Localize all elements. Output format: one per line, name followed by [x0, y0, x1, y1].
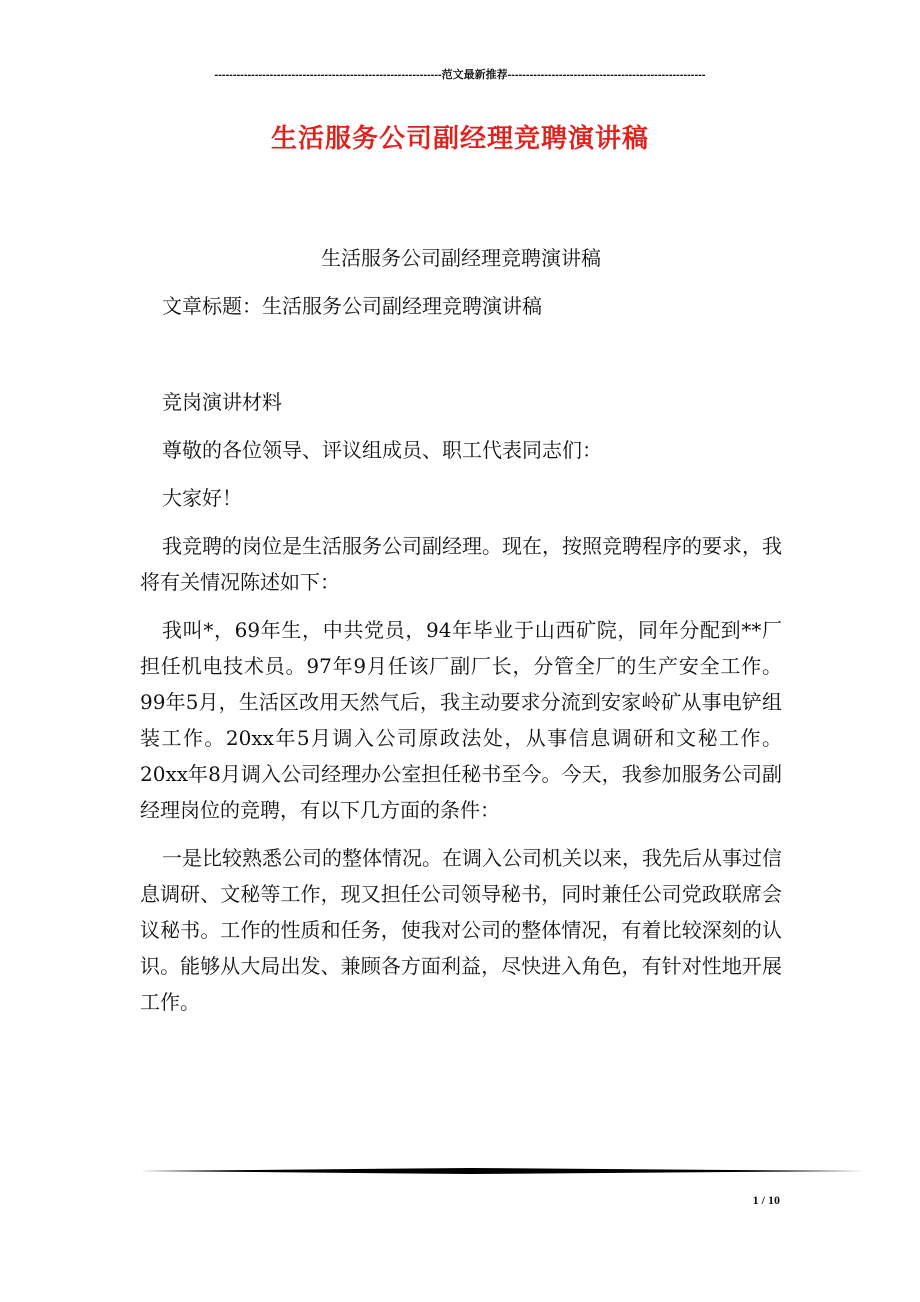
document-body: [140, 240, 782, 1032]
blank-line: [140, 336, 782, 384]
document-title: 生活服务公司副经理竞聘演讲稿: [270, 124, 649, 154]
paragraph: 竞岗演讲材料: [162, 390, 282, 414]
footer-rule: [140, 1168, 864, 1174]
paragraph: 我竞聘的岗位是生活服务公司副经理。现在，按照竞聘程序的要求，我将有关情况陈述如下：: [140, 534, 782, 594]
paragraph: 大家好！: [162, 486, 242, 510]
article-title-line: 文章标题：生活服务公司副经理竞聘演讲稿: [162, 294, 542, 318]
paragraph: 我叫*，69年生，中共党员，94年毕业于山西矿院，同年分配到**厂担任机电技术员。97年9月任该厂副厂长，分管全厂的生产安全工作。99年5月，生活区改用天然气后，我主动要求分流到安家岭矿从事电铲组装工作。20xx年5月调入公司原政法处，从事信息调研和文秘工作。20xx年8月调入公司经理办公室担任秘书至今。今天，我参加服务公司副经理岗位的竞聘，有以下几方面的条件：: [140, 618, 782, 822]
paragraph: 一是比较熟悉公司的整体情况。在调入公司机关以来，我先后从事过信息调研、文秘等工作，现又担任公司领导秘书，同时兼任公司党政联席会议秘书。工作的性质和任务，使我对公司的整体情况，有着比较深刻的认识。能够从大局出发、兼顾各方面利益，尽快进入角色，有针对性地开展工作。: [140, 846, 782, 1014]
paragraph: 尊敬的各位领导、评议组成员、职工代表同志们：: [162, 438, 602, 462]
page-number: 1 / 10: [752, 1193, 780, 1207]
body-subtitle: 生活服务公司副经理竞聘演讲稿: [321, 246, 601, 270]
page-header-banner: --------------------------------------------------------------范文最新推荐------------------------------------------------------: [214, 69, 706, 81]
